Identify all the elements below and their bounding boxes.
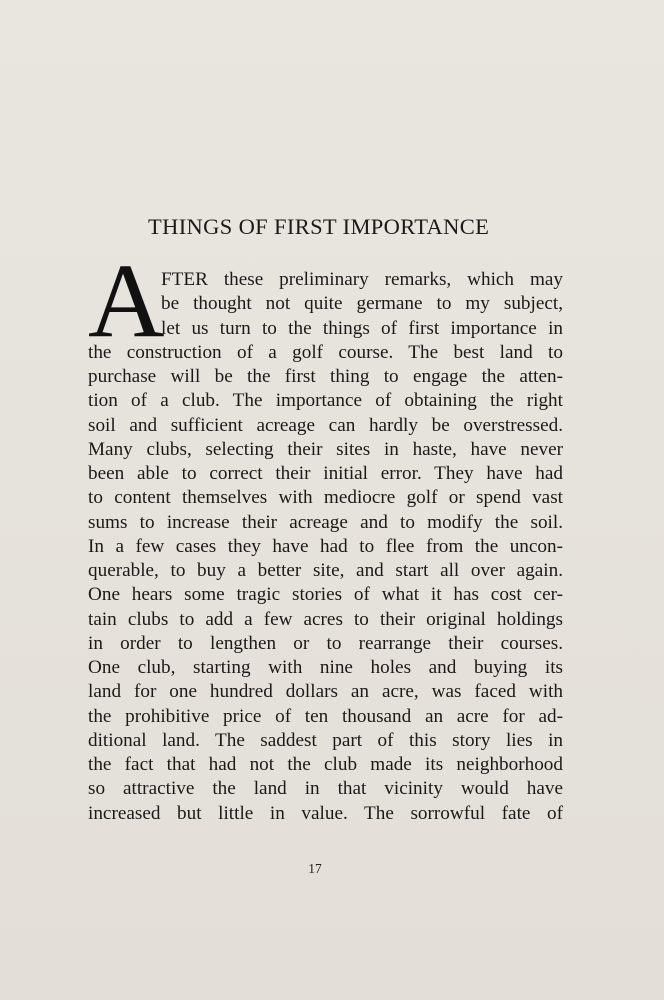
text-line: In a few cases they have had to flee from the uncon- <box>88 535 563 557</box>
text-line: ditional land. The saddest part of this story lies in <box>88 729 563 751</box>
text-line: increased but little in value. The sorrowful fate of <box>88 802 563 824</box>
text-line: land for one hundred dollars an acre, was faced with <box>88 681 563 703</box>
text-line: Many clubs, selecting their sites in haste, have never <box>88 438 563 460</box>
text-line: the construction of a golf course. The best land to <box>88 341 563 363</box>
text-line: FTER these preliminary remarks, which may <box>161 269 563 290</box>
text-line: be thought not quite germane to my subject, <box>161 293 563 315</box>
text-line: One hears some tragic stories of what it has cost cer- <box>88 584 563 606</box>
text-line: purchase will be the first thing to engage the atten- <box>88 366 563 387</box>
text-line: in order to lengthen or to rearrange their courses. <box>88 632 563 654</box>
text-line: so attractive the land in that vicinity would have <box>88 778 563 800</box>
text-line: the prohibitive price of ten thousand an acre for ad- <box>88 705 563 727</box>
body-paragraph <box>88 268 563 826</box>
text-line: sums to increase their acreage and to modify the soil. <box>88 511 563 533</box>
text-line: querable, to buy a better site, and start all over again. <box>88 560 563 581</box>
text-line: soil and sufficient acreage can hardly be overstressed. <box>88 414 563 436</box>
drop-cap-letter: A <box>88 242 165 359</box>
chapter-title: THINGS OF FIRST IMPORTANCE <box>148 214 490 239</box>
text-line: to content themselves with mediocre golf or spend vast <box>88 487 563 509</box>
text-line: One club, starting with nine holes and buying its <box>88 657 563 678</box>
text-line: tion of a club. The importance of obtaining the right <box>88 390 563 412</box>
page-number: 17 <box>308 861 322 876</box>
text-line: the fact that had not the club made its neighborhood <box>88 754 563 775</box>
text-line: let us turn to the things of first importance in <box>161 317 563 339</box>
text-line: tain clubs to add a few acres to their original holdings <box>88 608 563 630</box>
text-line: been able to correct their initial error. They have had <box>88 463 563 484</box>
